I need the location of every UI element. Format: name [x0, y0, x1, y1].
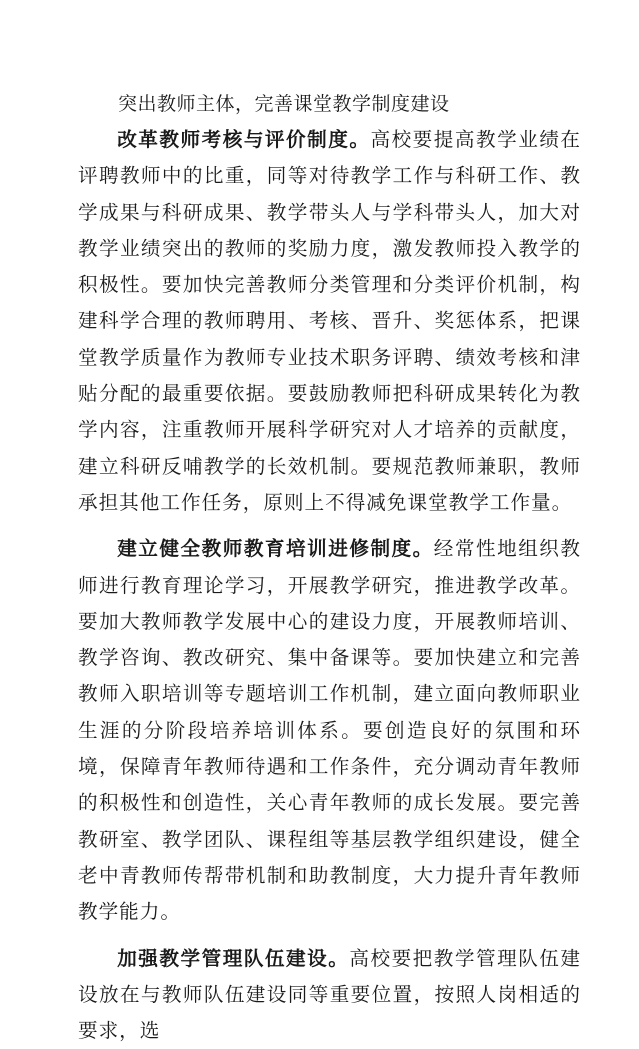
- paragraph-body: 高校要提高教学业绩在评聘教师中的比重，同等对待教学工作与科研工作、教学成果与科研成果、教学带头人与学科带头人，加大对教学业绩突出的教师的奖励力度，激发教师投入教学的积极性。要加快完善教师分类管理和分类评价机制，构建科学合理的教师聘用、考核、晋升、奖惩体系，把课堂教学质量作为教师专业技术职务评聘、绩效考核和津贴分配的最重要依据。要鼓励教师把科研成果转化为教学内容，注重教师开展科学研究对人才培养的贡献度，建立科研反哺教学的长效机制。要规范教师兼职，教师承担其他工作任务，原则上不得减免课堂教学工作量。: [78, 128, 582, 514]
- paragraph-body: 经常性地组织教师进行教育理论学习，开展教学研究，推进教学改革。要加大教师教学发展中心的建设力度，开展教师培训、教学咨询、教改研究、集中备课等。要加快建立和完善教师入职培训等专题培训工作机制，建立面向教师职业生涯的分阶段培养培训体系。要创造良好的氛围和环境，保障青年教师待遇和工作条件，充分调动青年教师的积极性和创造性，关心青年教师的成长发展。要完善教研室、教学团队、课程组等基层教学组织建设，健全老中青教师传帮带机制和助教制度，大力提升青年教师教学能力。: [78, 537, 582, 924]
- paragraph-teacher-evaluation: [78, 122, 581, 521]
- paragraph-management-team: [78, 941, 581, 1049]
- paragraph-teacher-training: [78, 531, 581, 930]
- paragraph-body: 高校要把教学管理队伍建设放在与教师队伍建设同等重要位置，按照人岗相适的要求，选: [78, 946, 582, 1043]
- paragraph-lead: 建立健全教师教育培训进修制度。: [117, 537, 434, 561]
- paragraph-lead: 加强教学管理队伍建设。: [117, 946, 350, 970]
- paragraph-lead: 改革教师考核与评价制度。: [117, 128, 371, 151]
- section-heading: 突出教师主体，完善课堂教学制度建设: [118, 93, 450, 115]
